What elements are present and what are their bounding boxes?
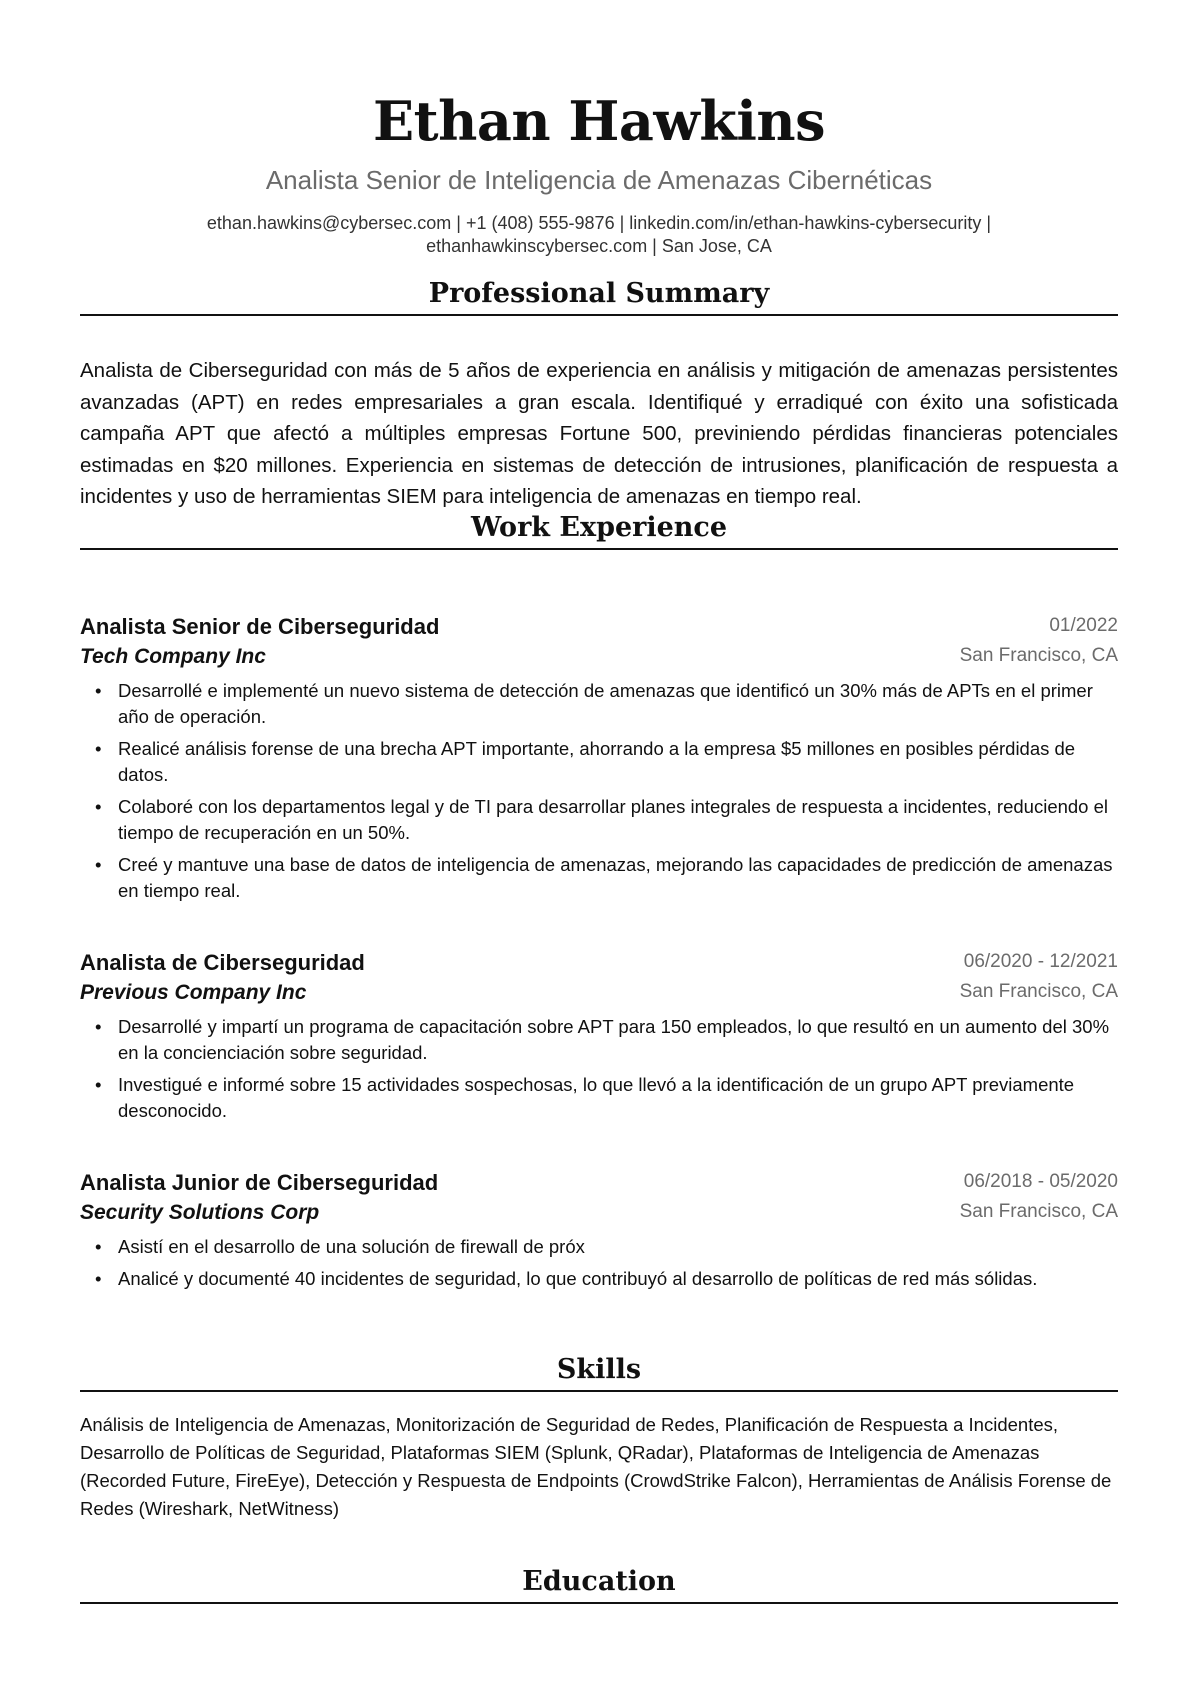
- job-bullets: [80, 1234, 1118, 1292]
- job-location: San Francisco, CA: [959, 981, 1118, 1002]
- job-entry: [80, 948, 1118, 1130]
- bullet-icon: •: [95, 1236, 102, 1257]
- job-entry: [80, 1168, 1118, 1298]
- candidate-title: Analista Senior de Inteligencia de Amenazas Cibernéticas: [265, 165, 933, 195]
- job-role: Analista Junior de Ciberseguridad: [80, 1170, 439, 1195]
- summary-heading: Professional Summary: [80, 276, 1118, 316]
- job-bullet: • Asistí en el desarrollo de una solución de firewall de próx: [80, 1234, 1118, 1260]
- job-entry: [80, 612, 1118, 910]
- summary-text: Analista de Ciberseguridad con más de 5 años de experiencia en análisis y mitigación de amenazas persistentes avanzadas (APT) en redes empresariales a gran escala. Identifiqué y erradiqué con éxito una sofisticada campaña APT que afectó a múltiples empresas Fortune 500, previniendo pérdidas financieras potenciales estimadas en $20 millones. Experiencia en sistemas de detección de intrusiones, planificación de respuesta a incidentes y uso de herramientas SIEM para inteligencia de amenazas en tiempo real.: [80, 359, 1118, 508]
- job-company: Previous Company Inc: [80, 981, 307, 1004]
- bullet-icon: •: [95, 854, 102, 875]
- job-role: Analista de Ciberseguridad: [80, 950, 365, 975]
- bullet-icon: •: [95, 1268, 102, 1289]
- contact-info: [80, 212, 1118, 258]
- contact-line-1: ethan.hawkins@cybersec.com | +1 (408) 555-9876 | linkedin.com/in/ethan-hawkins-cybersecurity |: [206, 213, 992, 233]
- skills-heading: Skills: [80, 1352, 1118, 1392]
- job-bullets: [80, 1014, 1118, 1124]
- bullet-icon: •: [95, 680, 102, 701]
- experience-heading: Work Experience: [80, 510, 1118, 550]
- job-bullet: • Desarrollé e implementé un nuevo sistema de detección de amenazas que identificó un 30% más de APTs en el primer año de operación.: [95, 680, 1093, 727]
- job-dates: 06/2018 - 05/2020: [963, 1171, 1118, 1192]
- job-company: Tech Company Inc: [80, 645, 266, 668]
- job-location: San Francisco, CA: [959, 1201, 1118, 1222]
- job-bullet: • Desarrollé y impartí un programa de capacitación sobre APT para 150 empleados, lo que resultó en un aumento del 30% en la concienciación sobre seguridad.: [95, 1016, 1110, 1063]
- candidate-name: Ethan Hawkins: [373, 89, 825, 153]
- bullet-icon: •: [95, 1074, 102, 1095]
- bullet-icon: •: [95, 796, 102, 817]
- contact-line-2: ethanhawkinscybersec.com | San Jose, CA: [426, 236, 772, 256]
- skills-text: Análisis de Inteligencia de Amenazas, Monitorización de Seguridad de Redes, Planificación de Respuesta a Incidentes, Desarrollo de Políticas de Seguridad, Plataformas SIEM (Splunk, QRadar), Plataformas de Inteligencia de Amenazas (Recorded Future, FireEye), Detección y Respuesta de Endpoints (CrowdStrike Falcon), Herramientas de Análisis Forense de Redes (Wireshark, NetWitness): [80, 1414, 1112, 1519]
- job-bullet: • Analicé y documenté 40 incidentes de seguridad, lo que contribuyó al desarrollo de políticas de red más sólidas.: [80, 1266, 1118, 1292]
- job-dates: 06/2020 - 12/2021: [963, 951, 1118, 972]
- bullet-icon: •: [95, 1016, 102, 1037]
- job-bullet: • Investigué e informé sobre 15 actividades sospechosas, lo que llevó a la identificación de un grupo APT previamente desconocido.: [95, 1074, 1075, 1121]
- job-bullets: [80, 678, 1118, 904]
- education-heading: Education: [80, 1564, 1118, 1604]
- job-bullet: • Creé y mantuve una base de datos de inteligencia de amenazas, mejorando las capacidades de predicción de amenazas en tiempo real.: [95, 854, 1113, 901]
- job-location: San Francisco, CA: [959, 645, 1118, 666]
- job-company: Security Solutions Corp: [80, 1201, 320, 1224]
- job-dates: 01/2022: [1049, 615, 1118, 636]
- job-role: Analista Senior de Ciberseguridad: [80, 614, 440, 639]
- job-bullet: • Realicé análisis forense de una brecha APT importante, ahorrando a la empresa $5 millones en posibles pérdidas de datos.: [95, 738, 1076, 785]
- bullet-icon: •: [95, 738, 102, 759]
- job-bullet: • Colaboré con los departamentos legal y de TI para desarrollar planes integrales de respuesta a incidentes, reduciendo el tiempo de recuperación en un 50%.: [95, 796, 1109, 843]
